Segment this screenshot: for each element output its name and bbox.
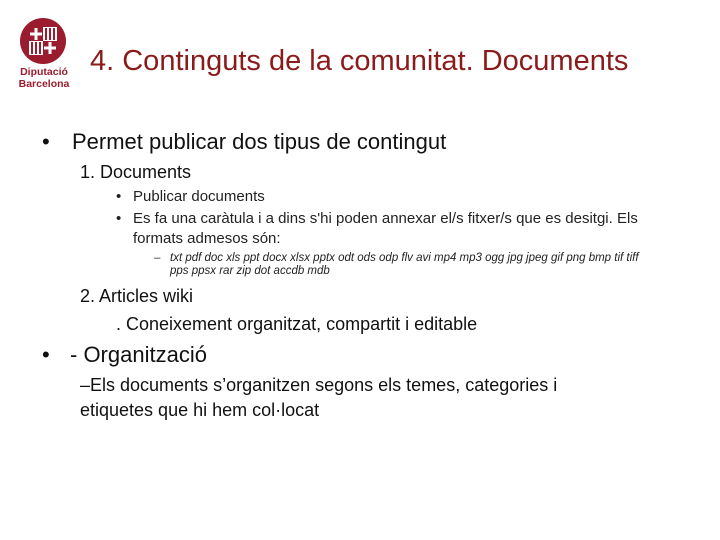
bullet-publish-types: Permet publicar dos tipus de contingut (72, 129, 447, 154)
bullet-dot: • (42, 129, 50, 154)
bullet-cover-description: Es fa una caràtula i a dins s'hi poden annexar el/s fitxer/s que es desitgi. Els (133, 210, 638, 227)
logo-line-diputacio: Diputació (20, 66, 68, 78)
subheading-documents: 1. Documents (80, 162, 192, 182)
bullet-organization: - Organització (70, 342, 207, 367)
logo-line-barcelona: Barcelona (18, 78, 70, 90)
slide-title: 4. Continguts de la comunitat. Documents (90, 45, 629, 77)
subheading-wiki-articles: 2. Articles wiki (80, 286, 194, 306)
organization-text-cont: etiquetes que hi hem col·locat (80, 400, 320, 420)
formats-list-cont: pps ppsx rar zip dot accdb mdb (170, 265, 330, 277)
bullet-publish-documents: Publicar documents (133, 188, 265, 205)
bullet-dot: • (42, 342, 50, 367)
bullet-dot: • (116, 210, 122, 227)
logo-text (14, 66, 74, 90)
wiki-articles-description: . Coneixement organitzat, compartit i editable (116, 314, 478, 334)
formats-list: txt pdf doc xls ppt docx xlsx pptx odt ods odp flv avi mp4 mp3 ogg jpg jpeg gif png bmp tif tiff (170, 252, 639, 264)
coat-of-arms-icon (20, 18, 66, 64)
dash-marker: – (154, 252, 161, 264)
bullet-cover-description-cont: formats admesos són: (133, 230, 281, 247)
organization-text: –Els documents s’organitzen segons els temes, categories i (80, 375, 558, 395)
diputacio-barcelona-logo (14, 18, 74, 94)
bullet-dot: • (116, 188, 122, 205)
